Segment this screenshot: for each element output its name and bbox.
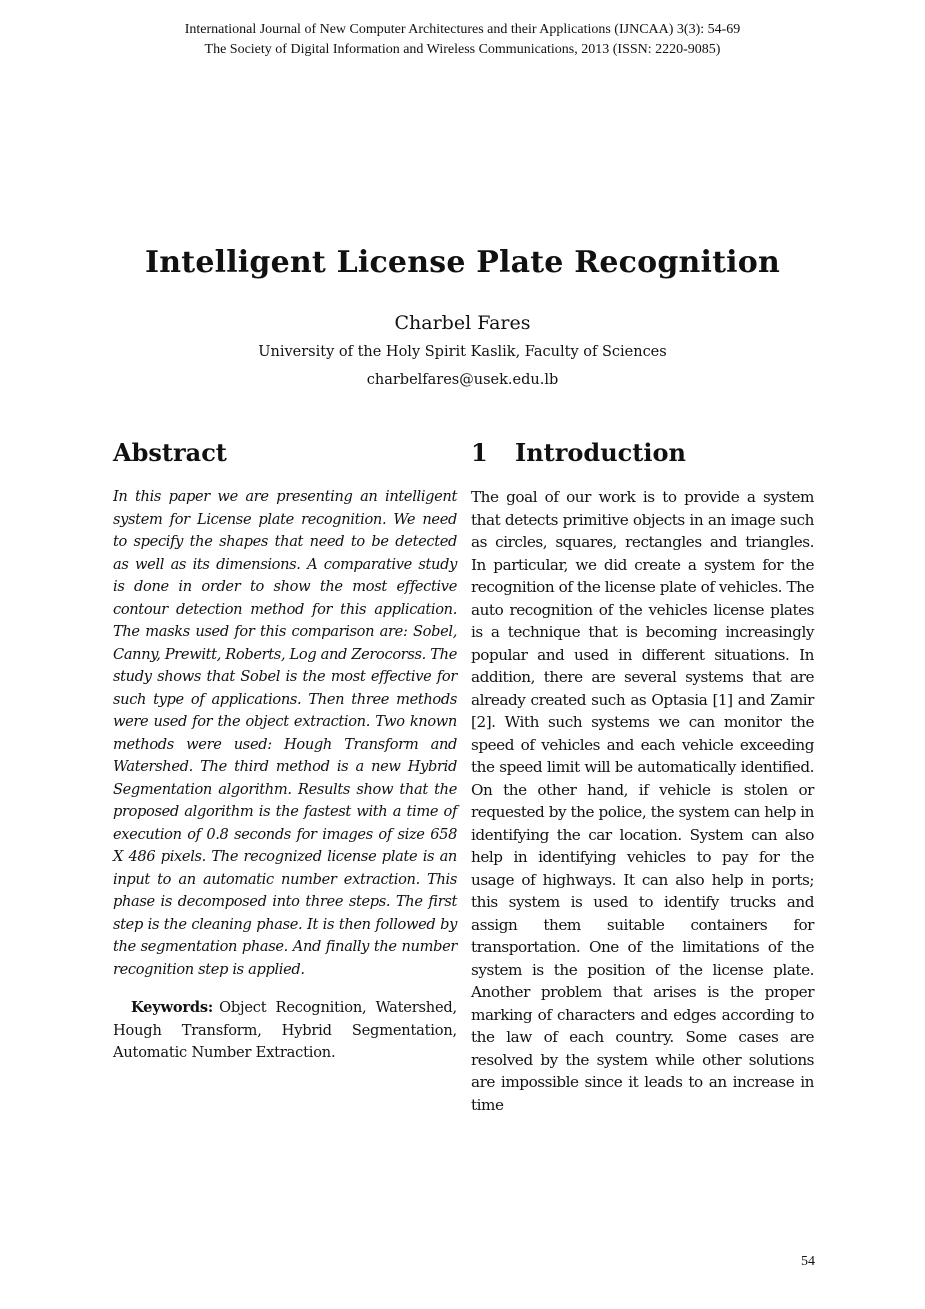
author-name: Charbel Fares <box>394 312 531 334</box>
paper-title: Intelligent License Plate Recognition <box>145 245 780 280</box>
introduction-heading <box>471 436 814 486</box>
journal-header-line-2: The Society of Digital Information and Wireless Communications, 2013 (ISSN: 2220-9085) <box>204 42 721 57</box>
left-column <box>113 436 457 1065</box>
keywords-label: Keywords: <box>131 999 214 1016</box>
section-title: Introduction <box>515 438 686 467</box>
journal-header <box>0 20 925 60</box>
introduction-text: The goal of our work is to provide a system that detects primitive objects in an image such as circles, squares, rectangles and triangles. In particular, we did create a system for the recognition of the license plate of vehicles. The auto recognition of the vehicles license plates is a technique that is becoming increasingly popular and used in different situations. In addition, there are several systems that are already created such as Optasia [1] and Zamir [2]. With such systems we can monitor the speed of vehicles and each vehicle exceeding the speed limit will be automatically identified. On the other hand, if vehicle is stolen or requested by the police, the system can help in identifying the car location. System can also help in identifying vehicles to pay for the usage of highways. It can also help in ports; this system is used to identify trucks and assign them suitable containers for transportation. One of the limitations of the system is the position of the license plate. Another problem that arises is the proper marking of characters and edges according to the law of each country. Some cases are resolved by the system while other solutions are impossible since it leads to an increase in time <box>471 488 814 1114</box>
abstract-text: In this paper we are presenting an intelligent system for License plate recognition. We need to specify the shapes that need to be detected as well as its dimensions. A comparative study is done in order to show the most effective contour detection method for this application. The masks used for this comparison are: Sobel, Canny, Prewitt, Roberts, Log and Zerocorss. The study shows that Sobel is the most effective for such type of applications. Then three methods were used for the object extraction. Two known methods were used: Hough Transform and Watershed. The third method is a new Hybrid Segmentation algorithm. Results show that the proposed algorithm is the fastest with a time of execution of 0.8 seconds for images of size 658 X 486 pixels. The recognized license plate is an input to an automatic number extraction. This phase is decomposed into three steps. The first step is the cleaning phase. It is then followed by the segmentation phase. And finally the number recognition step is applied. <box>113 488 457 978</box>
keywords-text: Object Recognition, Watershed, Hough Transform, Hybrid Segmentation, Automatic Number Extraction. <box>113 999 457 1061</box>
keywords <box>113 997 457 1065</box>
author-affiliation: University of the Holy Spirit Kaslik, Faculty of Sciences <box>258 344 667 360</box>
right-column <box>471 436 814 1116</box>
section-number: 1 <box>471 438 488 467</box>
abstract-heading: Abstract <box>113 438 227 467</box>
author-email: charbelfares@usek.edu.lb <box>366 372 559 388</box>
journal-header-line-1: International Journal of New Computer Architectures and their Applications (IJNCAA) 3(3): 54-69 <box>184 22 741 37</box>
page-number: 54 <box>801 1254 815 1269</box>
